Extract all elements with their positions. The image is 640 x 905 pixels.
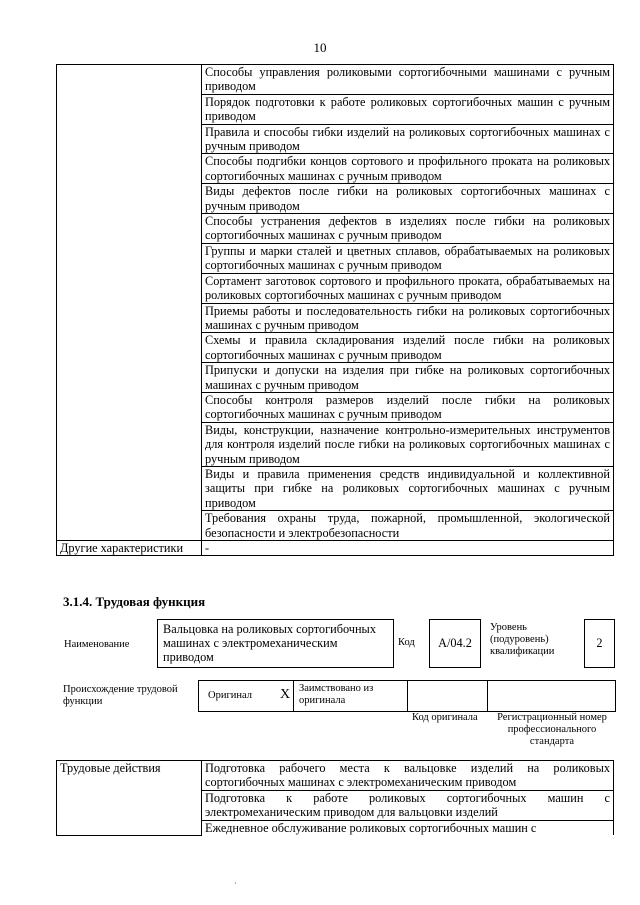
table-cell: Приемы работы и последовательность гибки на роликовых сортогибочных машинах с ручным приводом xyxy=(202,303,614,333)
table-cell: Правила и способы гибки изделий на роликовых сортогибочных машинах с ручным приводом xyxy=(202,124,614,154)
table-cell: Требования охраны труда, пожарной, промышленной, экологической безопасности и электробезопасности xyxy=(202,511,614,541)
page-number: 10 xyxy=(313,40,327,55)
table-cell: Подготовка к работе роликовых сортогибочных машин с электромеханическим приводом для вальцовки изделий xyxy=(202,790,614,820)
other-characteristics-value: - xyxy=(202,541,614,556)
borrowed-label: Заимствовано из оригинала xyxy=(299,683,374,706)
code-value-box xyxy=(429,619,481,668)
code-value: A/04.2 xyxy=(438,636,472,650)
table-cell: Группы и марки сталей и цветных сплавов, обрабатываемых на роликовых сортогибочных машинах с ручным приводом xyxy=(202,243,614,273)
table-cell: Способы управления роликовыми сортогибочными машинами с ручным приводом xyxy=(202,65,614,95)
code-label: Код xyxy=(398,637,415,648)
table-row xyxy=(57,541,614,556)
table-cell: Способы устранения дефектов в изделиях после гибки на роликовых сортогибочных машинах с ручным приводом xyxy=(202,214,614,244)
table-cell: Подготовка рабочего места к вальцовке изделий на роликовых сортогибочных машинах с электромеханическим приводом xyxy=(202,761,614,791)
divider xyxy=(293,681,294,711)
name-label: Наименование xyxy=(64,639,130,650)
labour-actions-table xyxy=(56,760,614,836)
name-value-box xyxy=(157,619,394,668)
table-cell: Виды и правила применения средств индивидуальной и коллективной защиты при гибке на роликовых сортогибочных машинах с ручным приводом xyxy=(202,466,614,510)
table-cell: Порядок подготовки к работе роликовых сортогибочных машин с ручным приводом xyxy=(202,94,614,124)
table-cell: Способы контроля размеров изделий после гибки на роликовых сортогибочных машинах с ручным приводом xyxy=(202,392,614,422)
name-value: Вальцовка на роликовых сортогибочных машинах с электромеханическим приводом xyxy=(163,622,376,664)
code-original-label: Код оригинала xyxy=(412,712,478,723)
table-row xyxy=(57,761,614,791)
other-characteristics-label: Другие характеристики xyxy=(57,541,202,556)
table-cell: Виды дефектов после гибки на роликовых сортогибочных машинах с ручным приводом xyxy=(202,184,614,214)
origin-label: Происхождение трудовой функции xyxy=(63,684,178,707)
table-cell: Ежедневное обслуживание роликовых сортогибочных машин с xyxy=(202,820,614,835)
original-mark: X xyxy=(280,687,291,702)
table-cell: Виды, конструкции, назначение контрольно-измерительных инструментов для контроля изделий после гибки на роликовых сортогибочных машинах с ручным приводом xyxy=(202,422,614,466)
table-row xyxy=(57,65,614,95)
original-label: Оригинал xyxy=(208,690,252,701)
knowledge-table xyxy=(56,64,614,556)
level-label: Уровень (подуровень) квалификации xyxy=(490,622,555,657)
margin-mark: ‚ xyxy=(234,876,237,885)
table-cell: Способы подгибки концов сортового и профильного проката на роликовых сортогибочных машинах с ручным приводом xyxy=(202,154,614,184)
divider xyxy=(407,681,408,711)
level-value: 2 xyxy=(596,636,603,650)
section-title: 3.1.4. Трудовая функция xyxy=(63,594,206,609)
labour-actions-label: Трудовые действия xyxy=(57,761,202,836)
level-value-box xyxy=(584,619,615,668)
empty-label-cell xyxy=(57,65,202,541)
table-cell: Сортамент заготовок сортового и профильного проката, обрабатываемых на роликовых сортогибочных машинах с ручным приводом xyxy=(202,273,614,303)
table-cell: Схемы и правила складирования изделий после гибки на роликовых сортогибочных машинах с ручным приводом xyxy=(202,333,614,363)
reg-number-label: Регистрационный номер профессионального стандарта xyxy=(497,712,607,747)
divider xyxy=(487,681,488,711)
table-cell: Припуски и допуски на изделия при гибке на роликовых сортогибочных машинах с ручным приводом xyxy=(202,363,614,393)
origin-box xyxy=(198,680,616,712)
